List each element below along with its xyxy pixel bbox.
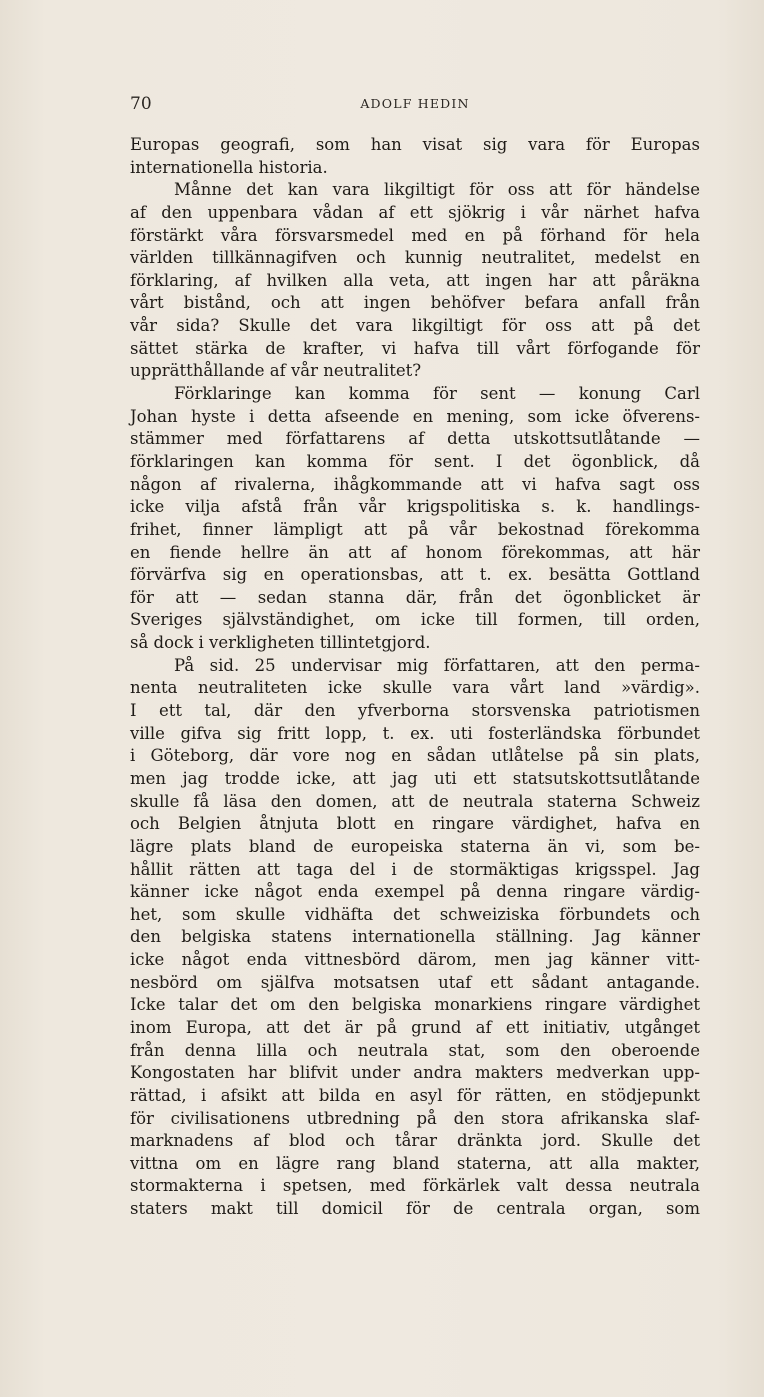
text-line: förklaringen kan komma för sent. I det ögonblick, då: [130, 451, 700, 471]
text-line: Icke talar det om den belgiska monarkiens ringare värdighet: [130, 995, 700, 1015]
text-line: rättad, i afsikt att bilda en asyl för rätten, en stödjepunkt: [130, 1085, 700, 1105]
text-line: så dock i verkligheten tillintetgjord.: [130, 633, 431, 653]
text-line: På sid. 25 undervisar mig författaren, att den perma-: [174, 655, 700, 675]
text-line: Sveriges självständighet, om icke till formen, till orden,: [130, 610, 700, 630]
text-line: förvärfva sig en operationsbas, att t. ex. besätta Gottland: [130, 565, 700, 585]
text-line: för att — sedan stanna där, från det ögonblicket är: [130, 587, 700, 607]
text-line: af den uppenbara vådan af ett sjökrig i vår närhet hafva: [130, 202, 700, 222]
text-line: någon af rivalerna, ihågkommande att vi hafva sagt oss: [130, 474, 700, 494]
text-line: marknadens af blod och tårar dränkta jord. Skulle det: [130, 1131, 700, 1151]
text-line: och Belgien åtnjuta blott en ringare värdighet, hafva en: [130, 814, 700, 834]
text-line: stormakterna i spetsen, med förkärlek valt dessa neutrala: [130, 1176, 700, 1196]
text-line: för civilisationens utbredning på den stora afrikanska slaf-: [130, 1108, 700, 1128]
text-line: nesbörd om själfva motsatsen utaf ett sådant antagande.: [130, 972, 700, 992]
text-line: skulle få läsa den domen, att de neutrala staterna Schweiz: [130, 791, 700, 811]
text-line: från denna lilla och neutrala stat, som den oberoende: [130, 1040, 700, 1060]
body-text: [130, 134, 700, 1221]
text-line: Johan hyste i detta afseende en mening, som icke öfverens-: [130, 406, 700, 426]
text-line: sättet stärka de krafter, vi hafva till vårt förfogande för: [130, 338, 700, 358]
text-line: Kongostaten har blifvit under andra makters medverkan upp-: [130, 1063, 700, 1083]
text-line: ville gifva sig fritt lopp, t. ex. uti fosterländska förbundet: [130, 723, 700, 743]
text-line: nenta neutraliteten icke skulle vara vårt land »värdig».: [130, 678, 700, 698]
text-line: inom Europa, att det är på grund af ett initiativ, utgånget: [130, 1017, 700, 1037]
text-line: staters makt till domicil för de centrala organ, som: [130, 1199, 700, 1219]
text-line: lägre plats bland de europeiska staterna än vi, som be-: [130, 836, 700, 856]
text-line: känner icke något enda exempel på denna ringare värdig-: [130, 882, 700, 902]
text-line: en fiende hellre än att af honom förekommas, att här: [130, 542, 700, 562]
page-header: [130, 94, 700, 118]
text-line: vår sida? Skulle det vara likgiltigt för oss att på det: [130, 316, 700, 336]
text-line: vårt bistånd, och att ingen behöfver befara anfall från: [130, 293, 700, 313]
page-number: 70: [130, 94, 152, 114]
text-line: frihet, finner lämpligt att på vår bekostnad förekomma: [130, 519, 700, 539]
text-line: förklaring, af hvilken alla veta, att ingen har att påräkna: [130, 270, 700, 290]
text-line: icke något enda vittnesbörd därom, men jag känner vitt-: [130, 950, 700, 970]
text-line: internationella historia.: [130, 157, 328, 177]
text-line: i Göteborg, där vore nog en sådan utlåtelse på sin plats,: [130, 746, 700, 766]
text-line: het, som skulle vidhäfta det schweiziska förbundets och: [130, 904, 700, 924]
text-line: förstärkt våra försvarsmedel med en på förhand för hela: [130, 225, 700, 245]
text-line: världen tillkännagifven och kunnig neutralitet, medelst en: [130, 248, 700, 268]
text-line: Förklaringe kan komma för sent — konung Carl: [174, 384, 700, 404]
text-line: hållit rätten att taga del i de stormäktigas krigsspel. Jag: [130, 859, 700, 879]
text-line: men jag trodde icke, att jag uti ett statsutskottsutlåtande: [130, 768, 700, 788]
running-head: ADOLF HEDIN: [360, 96, 470, 111]
text-line: stämmer med författarens af detta utskottsutlåtande —: [130, 429, 700, 449]
text-line: I ett tal, där den yfverborna storsvenska patriotismen: [130, 701, 700, 721]
text-line: vittna om en lägre rang bland staterna, att alla makter,: [130, 1153, 700, 1173]
text-line: icke vilja afstå från vår krigspolitiska s. k. handlings-: [130, 497, 700, 517]
text-line: Månne det kan vara likgiltigt för oss att för händelse: [174, 180, 700, 200]
text-line: upprätthållande af vår neutralitet?: [130, 361, 422, 381]
text-line: den belgiska statens internationella ställning. Jag känner: [130, 927, 700, 947]
text-line: Europas geografi, som han visat sig vara för Europas: [130, 135, 700, 154]
